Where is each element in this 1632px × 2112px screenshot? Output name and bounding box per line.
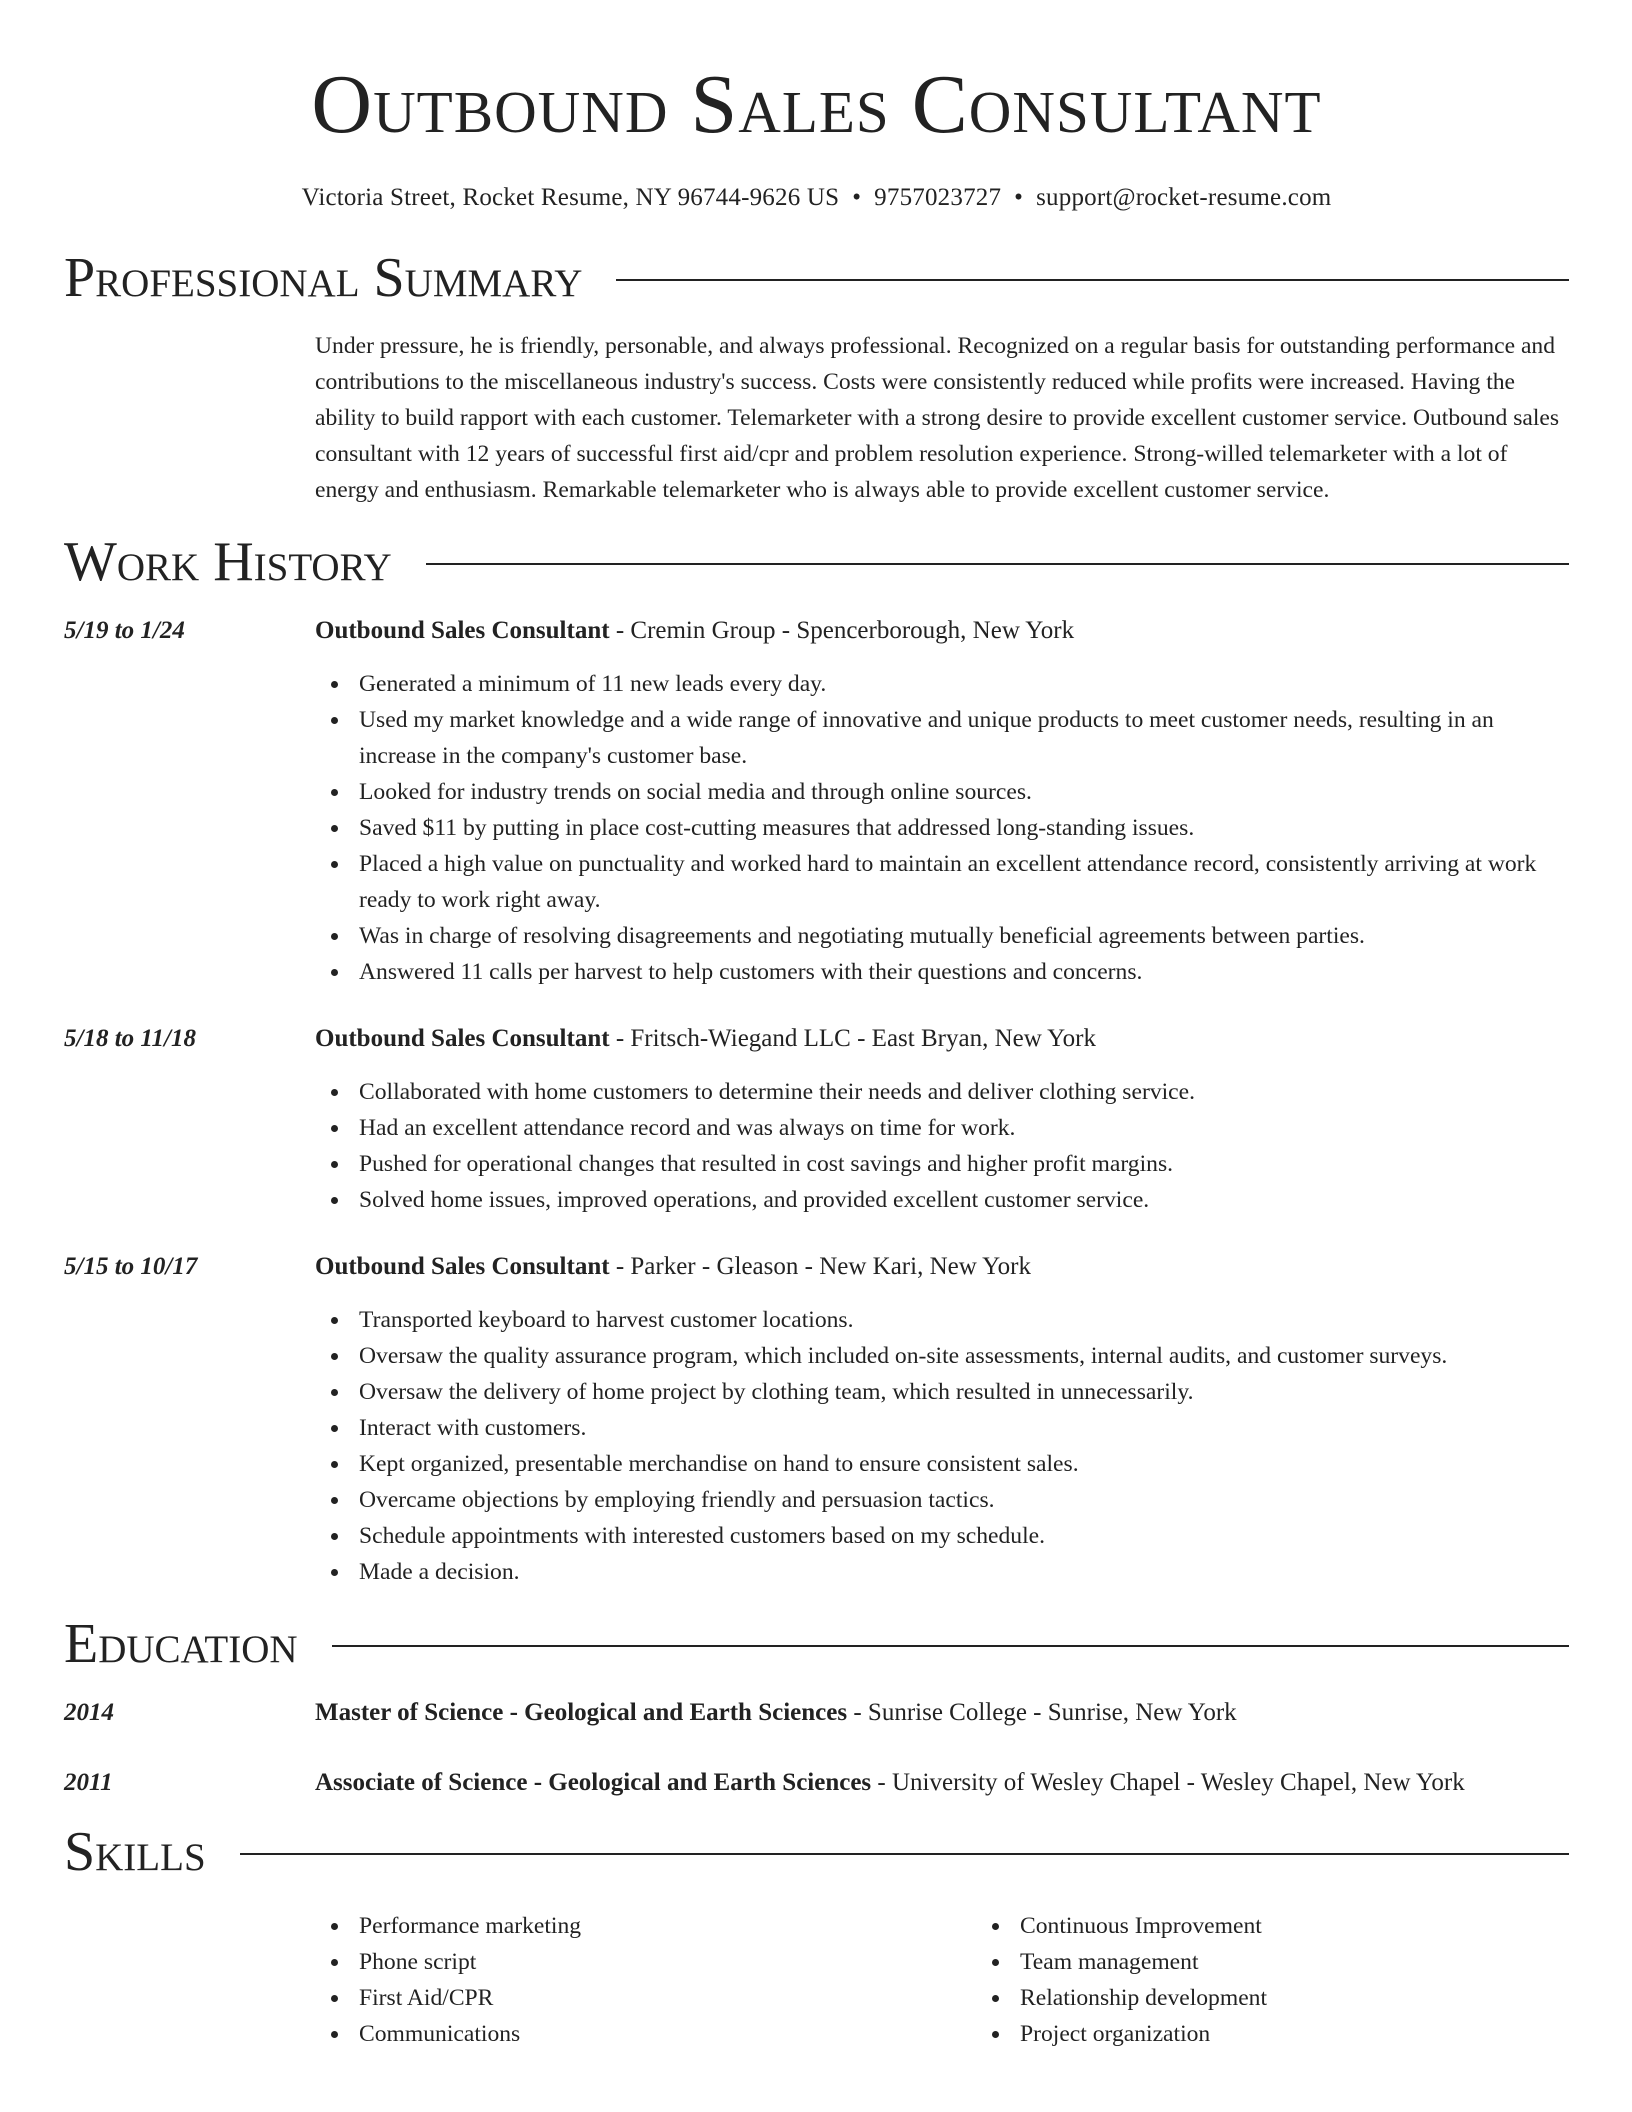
- contact-address: Victoria Street, Rocket Resume, NY 96744-9626 US: [301, 184, 840, 211]
- contact-phone: 9757023727: [874, 184, 1002, 211]
- work-entry-date: 5/15 to 10/17: [64, 1253, 198, 1280]
- list-item: Generated a minimum of 11 new leads every day.: [359, 666, 1569, 702]
- work-entry-details: - Parker - Gleason - New Kari, New York: [609, 1253, 1031, 1280]
- list-item: First Aid/CPR: [359, 1980, 976, 2016]
- education-section-header: [64, 1613, 1569, 1675]
- work-entry-title: [315, 1024, 1569, 1054]
- education-entry-title: [315, 1698, 1569, 1728]
- list-item: Performance marketing: [359, 1908, 976, 1944]
- work-entry-body: [315, 616, 1569, 990]
- work-entry-title: [315, 616, 1569, 646]
- list-item: Interact with customers.: [359, 1410, 1569, 1446]
- work-section-title: Work History: [64, 531, 392, 593]
- list-item: Kept organized, presentable merchandise on hand to ensure consistent sales.: [359, 1446, 1569, 1482]
- education-entry-body: [315, 1698, 1569, 1728]
- work-entry-date: 5/18 to 11/18: [64, 1025, 196, 1052]
- work-entry-position: Outbound Sales Consultant: [315, 1025, 610, 1052]
- education-section-title: Education: [64, 1613, 298, 1675]
- contact-email: support@rocket-resume.com: [1036, 184, 1332, 211]
- list-item: Continuous Improvement: [1020, 1908, 1267, 1944]
- education-entry: [64, 1698, 1569, 1728]
- list-item: Answered 11 calls per harvest to help customers with their questions and concerns.: [359, 954, 1569, 990]
- list-item: Overcame objections by employing friendly and persuasion tactics.: [359, 1482, 1569, 1518]
- education-entry-title: [315, 1768, 1569, 1798]
- summary-section-header: [64, 247, 1569, 309]
- section-divider: [616, 279, 1569, 281]
- work-entry-title: [315, 1252, 1569, 1282]
- list-item: Was in charge of resolving disagreements and negotiating mutually beneficial agreements between parties.: [359, 918, 1569, 954]
- skills-section-header: [64, 1821, 1569, 1883]
- work-entry-bullets: [315, 1074, 1569, 1218]
- section-divider: [332, 1645, 1569, 1647]
- list-item: Project organization: [1020, 2016, 1267, 2052]
- skills-columns: [315, 1908, 1569, 2052]
- list-item: Team management: [1020, 1944, 1267, 1980]
- list-item: Looked for industry trends on social media and through online sources.: [359, 774, 1569, 810]
- work-entry-date: 5/19 to 1/24: [64, 617, 185, 644]
- summary-section-title: Professional Summary: [64, 247, 583, 309]
- work-entry-position: Outbound Sales Consultant: [315, 1253, 610, 1280]
- work-entry-body: [315, 1024, 1569, 1218]
- list-item: Solved home issues, improved operations, and provided excellent customer service.: [359, 1182, 1569, 1218]
- list-item: Collaborated with home customers to determine their needs and deliver clothing service.: [359, 1074, 1569, 1110]
- summary-text: Under pressure, he is friendly, personable, and always professional. Recognized on a regular basis for outstanding performance and contributions to the miscellaneous industry's success. Costs were consistently reduced while profits were increased. Having the ability to build rapport with each customer. Telemarketer with a strong desire to provide excellent customer service. Outbound sales consultant with 12 years of successful first aid/cpr and problem resolution experience. Strong-willed telemarketer with a lot of energy and enthusiasm. Remarkable telemarketer who is always able to provide excellent customer service.: [315, 333, 1560, 503]
- resume-name: Outbound Sales Consultant: [311, 58, 1322, 151]
- contact-line: [64, 184, 1569, 212]
- list-item: Schedule appointments with interested customers based on my schedule.: [359, 1518, 1569, 1554]
- list-item: Relationship development: [1020, 1980, 1267, 2016]
- education-entry-year: 2014: [64, 1699, 114, 1726]
- section-divider: [426, 563, 1569, 565]
- list-item: Made a decision.: [359, 1554, 1569, 1590]
- work-entry-details: - Fritsch-Wiegand LLC - East Bryan, New York: [609, 1025, 1096, 1052]
- list-item: Had an excellent attendance record and was always on time for work.: [359, 1110, 1569, 1146]
- education-entry-year: 2011: [64, 1769, 113, 1796]
- list-item: Oversaw the delivery of home project by clothing team, which resulted in unnecessarily.: [359, 1374, 1569, 1410]
- education-entry-details: - Sunrise College - Sunrise, New York: [847, 1699, 1237, 1726]
- section-divider: [240, 1853, 1569, 1855]
- education-entry-body: [315, 1768, 1569, 1798]
- work-entry-details: - Cremin Group - Spencerborough, New York: [609, 617, 1075, 644]
- list-item: Pushed for operational changes that resulted in cost savings and higher profit margins.: [359, 1146, 1569, 1182]
- work-entry-body: [315, 1252, 1569, 1590]
- work-entry-bullets: [315, 1302, 1569, 1590]
- skills-section-title: Skills: [64, 1821, 206, 1883]
- list-item: Oversaw the quality assurance program, which included on-site assessments, internal audits, and customer surveys.: [359, 1338, 1569, 1374]
- contact-separator: •: [1014, 184, 1024, 211]
- list-item: Phone script: [359, 1944, 976, 1980]
- work-entry: [64, 616, 1569, 990]
- education-entry-details: - University of Wesley Chapel - Wesley Chapel, New York: [871, 1769, 1465, 1796]
- contact-separator: •: [852, 184, 862, 211]
- skills-list-left: [315, 1908, 976, 2052]
- work-entry: [64, 1024, 1569, 1218]
- work-entry: [64, 1252, 1569, 1590]
- work-section-header: [64, 531, 1569, 593]
- list-item: Saved $11 by putting in place cost-cutting measures that addressed long-standing issues.: [359, 810, 1569, 846]
- education-entry-degree: Master of Science - Geological and Earth Sciences: [315, 1699, 848, 1726]
- education-entry: [64, 1768, 1569, 1798]
- work-entry-position: Outbound Sales Consultant: [315, 617, 610, 644]
- list-item: Used my market knowledge and a wide range of innovative and unique products to meet customer needs, resulting in an increase in the company's customer base.: [359, 702, 1569, 774]
- work-entry-bullets: [315, 666, 1569, 990]
- list-item: Transported keyboard to harvest customer locations.: [359, 1302, 1569, 1338]
- list-item: Communications: [359, 2016, 976, 2052]
- list-item: Placed a high value on punctuality and worked hard to maintain an excellent attendance record, consistently arriving at work ready to work right away.: [359, 846, 1569, 918]
- education-entry-degree: Associate of Science - Geological and Earth Sciences: [315, 1769, 872, 1796]
- skills-list-right: [976, 1908, 1267, 2052]
